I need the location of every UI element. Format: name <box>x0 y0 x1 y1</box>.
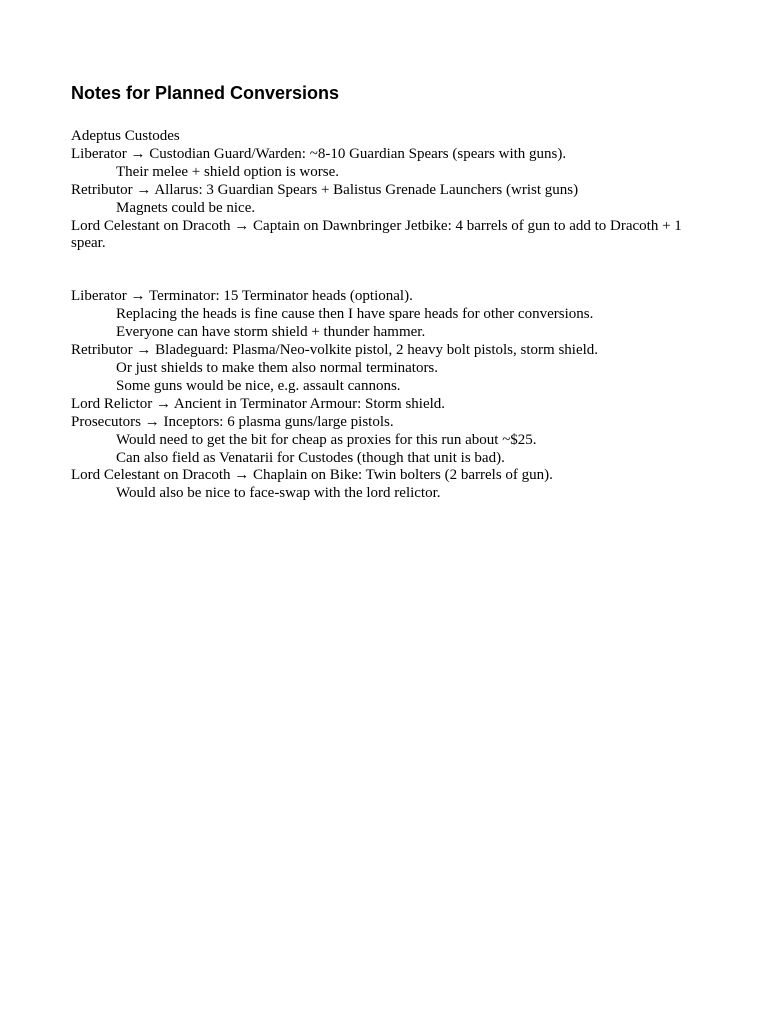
conversion-line: Liberator → Terminator: 15 Terminator heads (optional). <box>71 288 413 305</box>
section-spacer <box>71 253 701 288</box>
note-line: Would also be nice to face-swap with the lord relictor. <box>116 485 441 502</box>
section-space-marines <box>71 288 701 503</box>
conversion-line: Retributor → Allarus: 3 Guardian Spears + Balistus Grenade Launchers (wrist guns) <box>71 181 579 198</box>
note-line: Everyone can have storm shield + thunder hammer. <box>116 324 426 341</box>
note-line: Some guns would be nice, e.g. assault cannons. <box>116 377 401 394</box>
section-adeptus-custodes <box>71 128 701 253</box>
conversion-line: Retributor → Bladeguard: Plasma/Neo-volkite pistol, 2 heavy bolt pistols, storm shield. <box>71 342 599 359</box>
document-title: Notes for Planned Conversions <box>71 83 340 103</box>
note-line: Their melee + shield option is worse. <box>116 163 339 180</box>
note-line: Or just shields to make them also normal terminators. <box>116 359 439 376</box>
note-line: Can also field as Venatarii for Custodes (though that unit is bad). <box>116 449 505 466</box>
conversion-line: Lord Celestant on Dracoth → Captain on Dawnbringer Jetbike: 4 barrels of gun to add to Dracoth + 1 spear. <box>71 217 682 252</box>
conversion-line: Lord Celestant on Dracoth → Chaplain on Bike: Twin bolters (2 barrels of gun). <box>71 467 553 484</box>
conversion-line: Lord Relictor → Ancient in Terminator Armour: Storm shield. <box>71 395 446 412</box>
conversion-line: Prosecutors → Inceptors: 6 plasma guns/large pistols. <box>71 413 394 430</box>
section-heading: Adeptus Custodes <box>71 128 180 144</box>
note-line: Magnets could be nice. <box>116 199 256 216</box>
note-line: Would need to get the bit for cheap as proxies for this run about ~$25. <box>116 431 537 448</box>
document-page <box>71 82 701 503</box>
note-line: Replacing the heads is fine cause then I have spare heads for other conversions. <box>116 306 594 323</box>
conversion-line: Liberator → Custodian Guard/Warden: ~8-10 Guardian Spears (spears with guns). <box>71 145 567 162</box>
